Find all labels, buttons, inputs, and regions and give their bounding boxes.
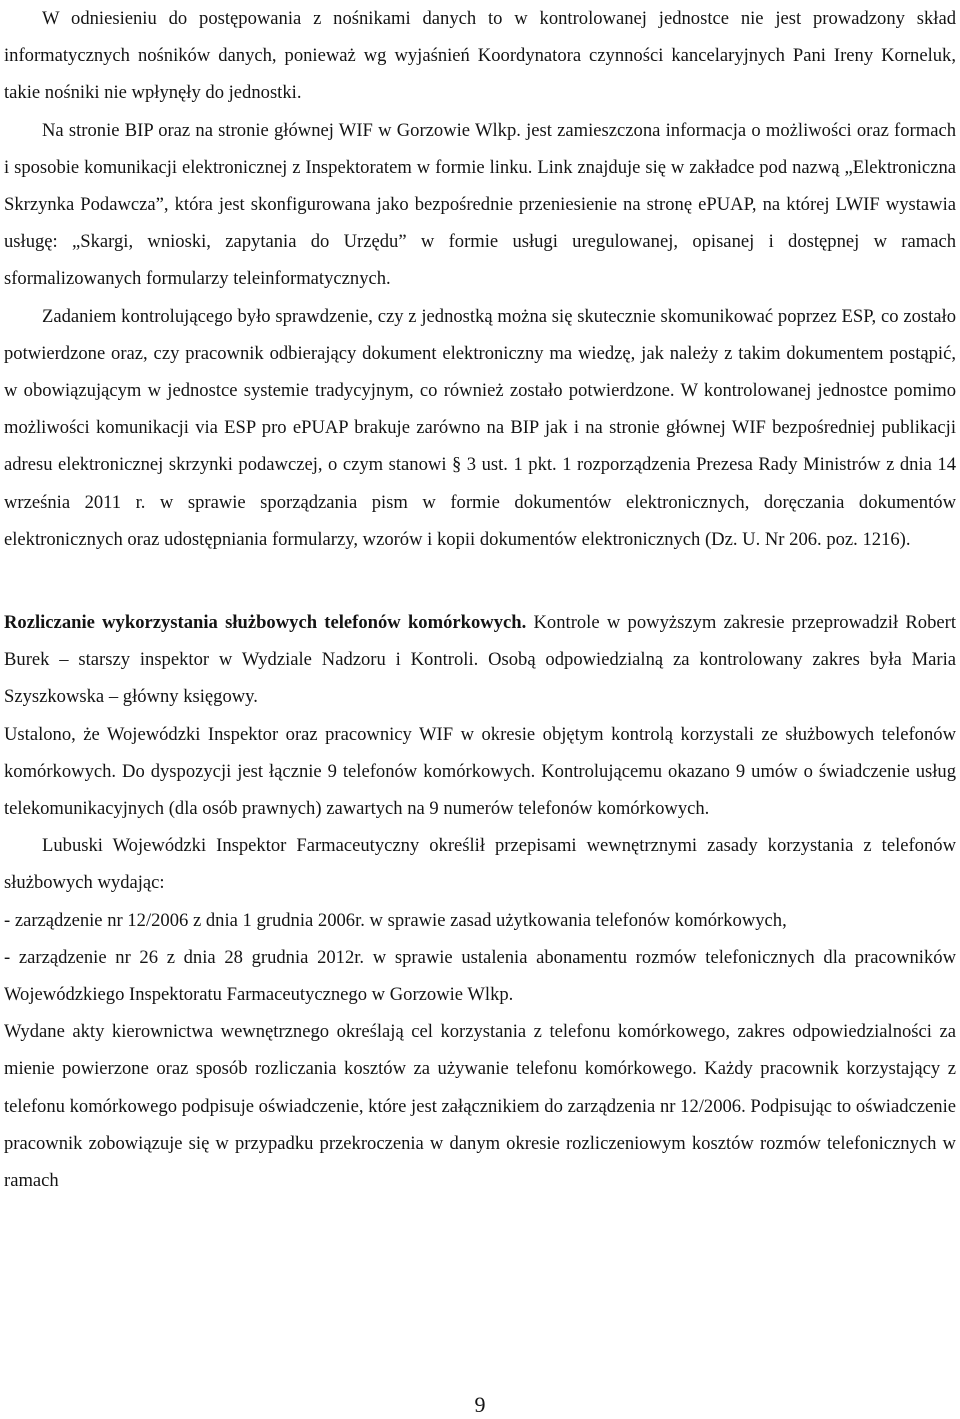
section-intro-text: Kontrole w powyższym zakresie przeprowadził Robert Burek – starszy inspektor w Wydziale Nadzoru i Kontroli. Osobą odpowiedzialną za kontrolowany zakres była Maria Szyszkowska – główny księgowy. [4,612,956,708]
paragraph-storage-media: W odniesieniu do postępowania z nośnikami danych to w kontrolowanej jednostce nie jest prowadzony skład informatycznych nośników danych, ponieważ wg wyjaśnień Koordynatora czynności kancelaryjnych Pani Ireny Korneluk, takie nośniki nie wpłynęły do jednostki. [4,8,956,104]
paragraph-control-task: Zadaniem kontrolującego było sprawdzenie, czy z jednostką można się skutecznie skomunikować poprzez ESP, co zostało potwierdzone oraz, czy pracownik odbierający dokument elektroniczny ma wiedzę, jak należy z takim dokumentem postąpić, w obowiązującym w jednostce systemie tradycyjnym, co również zostało potwierdzone. W kontrolowanej jednostce pomimo możliwości komunikacji via ESP pro ePUAP brakuje zarówno na BIP jak i na stronie głównej WIF bezpośredniej publikacji adresu elektronicznej skrzynki podawczej, o czym stanowi § 3 ust. 1 pkt. 1 rozporządzenia Prezesa Rady Ministrów z dnia 14 września 2011 r. w sprawie sporządzania pism w formie dokumentów elektronicznych, doręczania dokumentów elektronicznych oraz udostępniania formularzy, wzorów i kopii dokumentów elektronicznych (Dz. U. Nr 206. poz. 1216). [4,305,956,550]
paragraph-management-acts: Wydane akty kierownictwa wewnętrznego określają cel korzystania z telefonu komórkowego, zakres odpowiedzialności za mienie powierzone oraz sposób rozliczania kosztów za używanie telefonu komórkowego. Każdy pracownik korzystający z telefonu komórkowego podpisuje oświadczenie, które jest załącznikiem do zarządzenia nr 12/2006. Podpisując to oświadczenie pracownik zobowiązuje się w przypadku przekroczenia w danym okresie rozliczeniowym kosztów rozmów telefonicznych w ramach [4,1021,956,1192]
section-heading-phones: Rozliczanie wykorzystania służbowych telefonów komórkowych. [4,612,527,634]
paragraph-phones-section [4,604,956,716]
paragraph-internal-rules: Lubuski Wojewódzki Inspektor Farmaceutyczny określił przepisami wewnętrznymi zasady korzystania z telefonów służbowych wydając: [4,835,956,894]
list-item-order-26-2012: - zarządzenie nr 26 z dnia 28 grudnia 2012r. w sprawie ustalenia abonamentu rozmów telefonicznych dla pracowników Wojewódzkiego Inspektoratu Farmaceutycznego w Gorzowie Wlkp. [4,946,956,1006]
list-item-order-12-2006: - zarządzenie nr 12/2006 z dnia 1 grudnia 2006r. w sprawie zasad użytkowania telefonów komórkowych, [4,909,787,931]
paragraph-bip-esp-info: Na stronie BIP oraz na stronie głównej WIF w Gorzowie Wlkp. jest zamieszczona informacja o możliwości oraz formach i sposobie komunikacji elektronicznej z Inspektoratem w formie linku. Link znajduje się w zakładce pod nazwą „Elektroniczna Skrzynka Podawcza”, która jest skonfigurowana jako bezpośrednie przeniesienie na stronę ePUAP, na której LWIF wystawia usługę: „Skargi, wnioski, zapytania do Urzędu” w formie usługi uregulowanej, opisanej i dostępnej w ramach sformalizowanych formularzy teleinformatycznych. [4,119,956,290]
document-page [4,0,956,1199]
paragraph-findings: Ustalono, że Wojewódzki Inspektor oraz pracownicy WIF w okresie objętym kontrolą korzystali ze służbowych telefonów komórkowych. Do dyspozycji jest łącznie 9 telefonów komórkowych. Kontrolującemu okazano 9 umów o świadczenie usług telekomunikacyjnych (dla osób prawnych) zawartych na 9 numerów telefonów komórkowych. [4,723,956,820]
spacer [4,558,956,604]
page-number: 9 [474,1392,486,1417]
